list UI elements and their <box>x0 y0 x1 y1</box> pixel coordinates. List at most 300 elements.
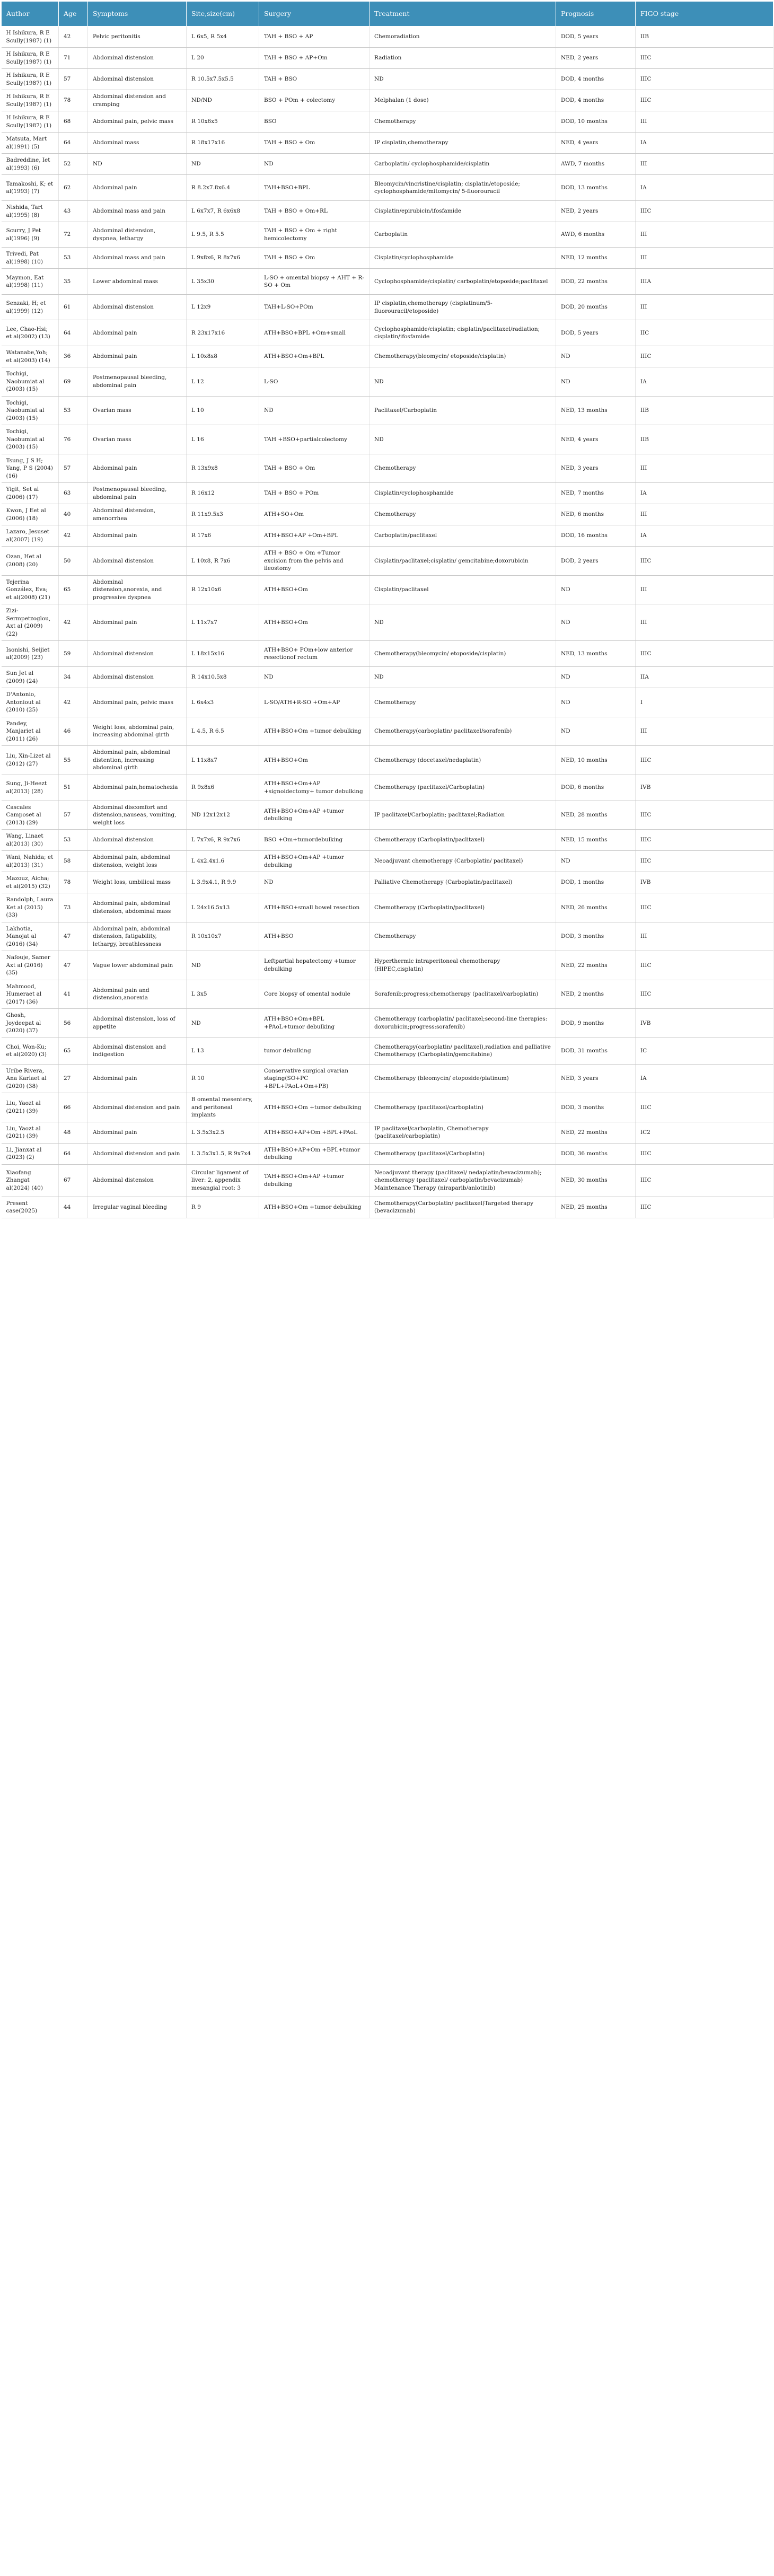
cell-age: 42 <box>59 688 88 717</box>
cell-age: 56 <box>59 1009 88 1038</box>
cell-symptoms: Lower abdominal mass <box>88 269 187 295</box>
cell-site-size: L 3.5x3x2.5 <box>187 1122 259 1143</box>
header-symptoms: Symptoms <box>88 2 187 27</box>
cell-symptoms: Abdominal distension, dyspnea, lethargy <box>88 222 187 248</box>
cell-author: Liu, Yaozt al (2021) (39) <box>2 1093 59 1122</box>
table-row <box>2 830 773 851</box>
table-row <box>2 154 773 175</box>
cell-site-size: ND 12x12x12 <box>187 801 259 830</box>
cell-age: 47 <box>59 922 88 951</box>
cell-prognosis: DOD, 10 months <box>556 111 636 133</box>
cell-age: 63 <box>59 483 88 504</box>
cell-author: Yigit, Set al (2006) (17) <box>2 483 59 504</box>
cell-age: 53 <box>59 396 88 425</box>
cell-age: 57 <box>59 69 88 90</box>
cell-symptoms: Abdominal pain <box>88 525 187 547</box>
cell-surgery: TAH + BSO + Om <box>259 248 370 269</box>
cell-surgery: ATH+BSO+AP+Om +BPL+tumor debulking <box>259 1143 370 1164</box>
cell-prognosis: NED, 30 months <box>556 1164 636 1197</box>
cell-author: Present case(2025) <box>2 1197 59 1218</box>
cell-treatment: Chemotherapy (paclitaxel/Carboplatin) <box>370 1143 556 1164</box>
cell-treatment: Cisplatin/epirubicin/ifosfamide <box>370 201 556 222</box>
cell-prognosis: DOD, 6 months <box>556 775 636 801</box>
cell-prognosis: ND <box>556 604 636 641</box>
cell-site-size: R 13x9x8 <box>187 454 259 483</box>
cell-surgery: ND <box>259 667 370 688</box>
cell-surgery: ATH+BSO+Om <box>259 604 370 641</box>
cell-figo-stage: IVB <box>636 1009 773 1038</box>
cell-treatment: Chemotherapy(carboplatin/ paclitaxel/sorafenib) <box>370 717 556 746</box>
cell-figo-stage: IIIC <box>636 69 773 90</box>
cell-figo-stage: IIIC <box>636 547 773 576</box>
cell-site-size: L 4x2.4x1.6 <box>187 851 259 872</box>
table-row <box>2 504 773 525</box>
cell-site-size: L 11x8x7 <box>187 746 259 775</box>
cell-symptoms: Ovarian mass <box>88 425 187 454</box>
table-row <box>2 525 773 547</box>
table-row <box>2 575 773 604</box>
cell-surgery: TAH +BSO+partialcolectomy <box>259 425 370 454</box>
cell-symptoms: Abdominal pain <box>88 175 187 201</box>
cell-treatment: Palliative Chemotherapy (Carboplatin/paclitaxel) <box>370 872 556 893</box>
cell-treatment: Chemotherapy (bleomycin/ etoposide/platinum) <box>370 1064 556 1093</box>
cell-treatment: Cisplatin/paclitaxel <box>370 575 556 604</box>
cell-treatment: Carboplatin <box>370 222 556 248</box>
cell-treatment: Neoadjuvant therapy (paclitaxel/ nedaplatin/bevacizumab); chemotherapy (paclitaxel/ carboplatin/bevacizumab) Maintenance Therapy (niraparib/anlotinib) <box>370 1164 556 1197</box>
cell-treatment: IP paclitaxel/Carboplatin; paclitaxel;Radiation <box>370 801 556 830</box>
cell-prognosis: ND <box>556 717 636 746</box>
cell-prognosis: DOD, 36 months <box>556 1143 636 1164</box>
cell-treatment: IP cisplatin,chemotherapy (cisplatinum/5- fluorouracil/etoposide) <box>370 295 556 320</box>
cell-symptoms: Abdominal pain <box>88 604 187 641</box>
cell-age: 76 <box>59 425 88 454</box>
cell-symptoms: Abdominal pain <box>88 454 187 483</box>
cell-author: Nishida, Tart al(1995) (8) <box>2 201 59 222</box>
cell-surgery: tumor debulking <box>259 1038 370 1064</box>
cell-treatment: Carboplatin/paclitaxel <box>370 525 556 547</box>
cell-symptoms: Abdominal mass and pain <box>88 248 187 269</box>
cell-symptoms: Abdominal pain, abdominal distention, increasing abdominal girth <box>88 746 187 775</box>
cell-site-size: R 10x6x5 <box>187 111 259 133</box>
cell-age: 64 <box>59 133 88 154</box>
table-row <box>2 1143 773 1164</box>
cell-figo-stage: III <box>636 222 773 248</box>
cell-site-size: L 3.9x4.1, R 9.9 <box>187 872 259 893</box>
cell-age: 35 <box>59 269 88 295</box>
cell-surgery: ATH+BSO+Om+BPL <box>259 346 370 367</box>
cell-prognosis: ND <box>556 346 636 367</box>
cell-site-size: L 10x8, R 7x6 <box>187 547 259 576</box>
cell-author: Mahmood, Humeraet al (2017) (36) <box>2 980 59 1009</box>
cell-symptoms: Abdominal distension <box>88 1164 187 1197</box>
table-row <box>2 667 773 688</box>
cell-treatment: Chemotherapy(bleomycin/ etoposide/cisplatin) <box>370 346 556 367</box>
cell-site-size: Circular ligament of liver: 2, appendix mesangial root: 3 <box>187 1164 259 1197</box>
cell-treatment: Cisplatin/cyclophosphamide <box>370 483 556 504</box>
cell-symptoms: Abdominal mass and pain <box>88 201 187 222</box>
cell-author: Wani, Nahida; et al(2013) (31) <box>2 851 59 872</box>
cell-treatment: Cisplatin/paclitaxel;cisplatin/ gemcitabine;doxorubicin <box>370 547 556 576</box>
cell-symptoms: Pelvic peritonitis <box>88 27 187 48</box>
cell-site-size: R 11x9.5x3 <box>187 504 259 525</box>
cell-figo-stage: IIC <box>636 320 773 346</box>
cell-author: Scurry, J Pet al(1996) (9) <box>2 222 59 248</box>
cell-prognosis: NED, 7 months <box>556 483 636 504</box>
cell-treatment: Chemotherapy <box>370 454 556 483</box>
cell-age: 27 <box>59 1064 88 1093</box>
table-row <box>2 851 773 872</box>
table-row <box>2 48 773 69</box>
cell-figo-stage: III <box>636 717 773 746</box>
cell-prognosis: NED, 3 years <box>556 1064 636 1093</box>
cell-symptoms: Ovarian mass <box>88 396 187 425</box>
cell-treatment: Hyperthermic intraperitoneal chemotherapy (HIPEC,cisplatin) <box>370 951 556 980</box>
cell-age: 53 <box>59 248 88 269</box>
cell-treatment: ND <box>370 367 556 397</box>
cell-author: Choi, Won-Ku; et al(2020) (3) <box>2 1038 59 1064</box>
cell-figo-stage: IVB <box>636 872 773 893</box>
cell-figo-stage: IIB <box>636 27 773 48</box>
cell-symptoms: Abdominal distension and pain <box>88 1093 187 1122</box>
cell-site-size: L 9x8x6, R 8x7x6 <box>187 248 259 269</box>
cell-prognosis: NED, 2 years <box>556 201 636 222</box>
cell-treatment: Sorafenib;progress;chemotherapy (paclitaxel/carboplatin) <box>370 980 556 1009</box>
cell-symptoms: Abdominal discomfort and distension,nauseas, vomiting, weight loss <box>88 801 187 830</box>
cell-symptoms: Abdominal distension <box>88 641 187 667</box>
table-row <box>2 27 773 48</box>
cell-symptoms: Abdominal mass <box>88 133 187 154</box>
cell-figo-stage: IIIC <box>636 90 773 111</box>
cell-surgery: TAH + BSO + AP <box>259 27 370 48</box>
table-row <box>2 1038 773 1064</box>
cell-surgery: ND <box>259 396 370 425</box>
cell-prognosis: ND <box>556 851 636 872</box>
cell-site-size: L 4.5, R 6.5 <box>187 717 259 746</box>
cell-age: 34 <box>59 667 88 688</box>
cell-site-size: L 13 <box>187 1038 259 1064</box>
table-row <box>2 425 773 454</box>
cell-site-size: L 3.5x3x1.5, R 9x7x4 <box>187 1143 259 1164</box>
cell-figo-stage: IA <box>636 1064 773 1093</box>
cell-figo-stage: IIIC <box>636 1093 773 1122</box>
cell-site-size: L 12 <box>187 367 259 397</box>
cell-treatment: Chemotherapy (paclitaxel/Carboplatin) <box>370 775 556 801</box>
table-row <box>2 980 773 1009</box>
cell-figo-stage: III <box>636 111 773 133</box>
cell-author: Isonishi, Seijiet al(2009) (23) <box>2 641 59 667</box>
cell-prognosis: AWD, 6 months <box>556 222 636 248</box>
cell-prognosis: NED, 2 months <box>556 980 636 1009</box>
cell-prognosis: DOD, 2 years <box>556 547 636 576</box>
cell-author: Matsuta, Mart al(1991) (5) <box>2 133 59 154</box>
cell-age: 42 <box>59 604 88 641</box>
cell-prognosis: DOD, 3 months <box>556 922 636 951</box>
cell-figo-stage: III <box>636 295 773 320</box>
cell-author: Tochigi, Naobumiat al (2003) (15) <box>2 367 59 397</box>
cell-treatment: Melphalan (1 dose) <box>370 90 556 111</box>
cell-treatment: IP cisplatin,chemotherapy <box>370 133 556 154</box>
cell-age: 73 <box>59 893 88 922</box>
cell-symptoms: Abdominal pain <box>88 346 187 367</box>
cell-symptoms: Abdominal pain,hematochezia <box>88 775 187 801</box>
cell-author: Kwon, J Eet al (2006) (18) <box>2 504 59 525</box>
cell-age: 64 <box>59 1143 88 1164</box>
table-row <box>2 396 773 425</box>
cell-site-size: R 14x10.5x8 <box>187 667 259 688</box>
cell-site-size: R 9 <box>187 1197 259 1218</box>
cell-age: 67 <box>59 1164 88 1197</box>
cell-symptoms: Abdominal pain, pelvic mass <box>88 111 187 133</box>
cell-symptoms: ND <box>88 154 187 175</box>
cell-site-size: L 24x16.5x13 <box>187 893 259 922</box>
cell-surgery: ND <box>259 872 370 893</box>
table-row <box>2 133 773 154</box>
cell-symptoms: Abdominal distension <box>88 830 187 851</box>
cell-treatment: ND <box>370 667 556 688</box>
cell-site-size: L 11x7x7 <box>187 604 259 641</box>
cell-age: 78 <box>59 872 88 893</box>
cell-figo-stage: III <box>636 922 773 951</box>
cell-surgery: TAH + BSO + Om + right hemicolectomy <box>259 222 370 248</box>
cell-figo-stage: IIIC <box>636 980 773 1009</box>
cell-site-size: L 10 <box>187 396 259 425</box>
cell-surgery: BSO +Om+tumordebulking <box>259 830 370 851</box>
cell-author: Tochigi, Naobumiat al (2003) (15) <box>2 396 59 425</box>
cell-age: 47 <box>59 951 88 980</box>
cell-symptoms: Vague lower abdominal pain <box>88 951 187 980</box>
cell-symptoms: Abdominal pain <box>88 1064 187 1093</box>
cell-surgery: ATH+SO+Om <box>259 504 370 525</box>
cell-surgery: ATH+BSO+small bowel resection <box>259 893 370 922</box>
cell-treatment: Paclitaxel/Carboplatin <box>370 396 556 425</box>
header-figo-stage: FIGO stage <box>636 2 773 27</box>
cell-prognosis: DOD, 1 months <box>556 872 636 893</box>
cell-site-size: L 20 <box>187 48 259 69</box>
table-row <box>2 483 773 504</box>
cell-age: 61 <box>59 295 88 320</box>
cell-surgery: Conservative surgical ovarian staging(SO+PC +BPL+PAoL+Om+PB) <box>259 1064 370 1093</box>
cell-figo-stage: I <box>636 688 773 717</box>
header-age: Age <box>59 2 88 27</box>
table-row <box>2 775 773 801</box>
cell-prognosis: NED, 3 years <box>556 454 636 483</box>
cell-surgery: TAH + BSO + Om <box>259 454 370 483</box>
cell-surgery: ATH+BSO+Om +tumor debulking <box>259 1197 370 1218</box>
cell-age: 72 <box>59 222 88 248</box>
cell-surgery: TAH + BSO + Om+RL <box>259 201 370 222</box>
cell-author: D'Antonio, Antoniout al (2010) (25) <box>2 688 59 717</box>
table-row <box>2 367 773 397</box>
cell-prognosis: ND <box>556 667 636 688</box>
cell-surgery: TAH+BSO+Om+AP +tumor debulking <box>259 1164 370 1197</box>
cell-figo-stage: IA <box>636 483 773 504</box>
table-body <box>2 27 773 1218</box>
cell-figo-stage: IC <box>636 1038 773 1064</box>
table-row <box>2 1093 773 1122</box>
cell-author: Zizi-Sermpetzoglou, Axt al (2009) (22) <box>2 604 59 641</box>
table-row <box>2 1009 773 1038</box>
cell-site-size: R 16x12 <box>187 483 259 504</box>
cell-treatment: IP paclitaxel/carboplatin, Chemotherapy (paclitaxel/carboplatin) <box>370 1122 556 1143</box>
cell-age: 46 <box>59 717 88 746</box>
cell-symptoms: Abdominal pain, abdominal distension, abdominal mass <box>88 893 187 922</box>
cell-prognosis: NED, 4 years <box>556 425 636 454</box>
table-row <box>2 1197 773 1218</box>
cell-author: Xiaofang Zhangat al(2024) (40) <box>2 1164 59 1197</box>
table-row <box>2 688 773 717</box>
cell-author: H Ishikura, R E Scully(1987) (1) <box>2 48 59 69</box>
header-treatment: Treatment <box>370 2 556 27</box>
cell-symptoms: Abdominal pain, pelvic mass <box>88 688 187 717</box>
table-row <box>2 893 773 922</box>
cell-age: 58 <box>59 851 88 872</box>
cell-site-size: R 18x17x16 <box>187 133 259 154</box>
table-row <box>2 922 773 951</box>
cell-age: 44 <box>59 1197 88 1218</box>
cell-prognosis: NED, 15 months <box>556 830 636 851</box>
cell-author: Pandey, Manjariet al (2011) (26) <box>2 717 59 746</box>
cell-symptoms: Abdominal distension, loss of appetite <box>88 1009 187 1038</box>
table-row <box>2 801 773 830</box>
cell-figo-stage: IIIC <box>636 851 773 872</box>
cell-treatment: Radiation <box>370 48 556 69</box>
cell-prognosis: DOD, 3 months <box>556 1093 636 1122</box>
cell-age: 51 <box>59 775 88 801</box>
cell-surgery: ATH+BSO+Om+AP +tumor debulking <box>259 801 370 830</box>
cell-treatment: Chemotherapy (docetaxel/nedaplatin) <box>370 746 556 775</box>
cell-treatment: Bleomycin/vincristine/cisplatin; cisplatin/etoposide; cyclophosphamide/mitomycin/ 5-fluorouracil <box>370 175 556 201</box>
cell-age: 41 <box>59 980 88 1009</box>
cell-author: Uribe Rivera, Ana Karlaet al (2020) (38) <box>2 1064 59 1093</box>
cell-author: Lakhotia, Manojat al (2016) (34) <box>2 922 59 951</box>
cell-figo-stage: III <box>636 248 773 269</box>
cell-figo-stage: III <box>636 154 773 175</box>
cell-symptoms: Abdominal distension and cramping <box>88 90 187 111</box>
cell-figo-stage: IA <box>636 175 773 201</box>
cell-treatment: Cisplatin/cyclophosphamide <box>370 248 556 269</box>
cell-figo-stage: IIIC <box>636 1164 773 1197</box>
cell-prognosis: NED, 13 months <box>556 641 636 667</box>
cell-prognosis: ND <box>556 688 636 717</box>
cell-figo-stage: IIIC <box>636 893 773 922</box>
cell-treatment: Carboplatin/ cyclophosphamide/cisplatin <box>370 154 556 175</box>
cell-site-size: R 8.2x7.8x6.4 <box>187 175 259 201</box>
cell-prognosis: DOD, 13 months <box>556 175 636 201</box>
cell-treatment: Chemotherapy (paclitaxel/carboplatin) <box>370 1093 556 1122</box>
cell-prognosis: NED, 28 months <box>556 801 636 830</box>
cell-surgery: ATH+BSO+Om+AP +tumor debulking <box>259 851 370 872</box>
cell-treatment: Chemotherapy <box>370 688 556 717</box>
cell-symptoms: Abdominal distension, amenorrhea <box>88 504 187 525</box>
cell-author: Watanabe,Yoh; et al(2003) (14) <box>2 346 59 367</box>
cell-symptoms: Abdominal pain, abdominal distension, weight loss <box>88 851 187 872</box>
cell-prognosis: NED, 22 months <box>556 951 636 980</box>
cell-age: 65 <box>59 575 88 604</box>
cell-surgery: ATH+BSO <box>259 922 370 951</box>
table-row <box>2 1122 773 1143</box>
table-row <box>2 295 773 320</box>
cell-age: 43 <box>59 201 88 222</box>
cell-symptoms: Postmenopausal bleeding, abdominal pain <box>88 367 187 397</box>
cell-site-size: L 7x7x6, R 9x7x6 <box>187 830 259 851</box>
header-surgery: Surgery <box>259 2 370 27</box>
cell-author: H Ishikura, R E Scully(1987) (1) <box>2 27 59 48</box>
cell-symptoms: Weight loss, umbilical mass <box>88 872 187 893</box>
table-row <box>2 951 773 980</box>
cell-treatment: Chemotherapy(bleomycin/ etoposide/cisplatin) <box>370 641 556 667</box>
cell-symptoms: Abdominal pain and distension,anorexia <box>88 980 187 1009</box>
cell-surgery: BSO <box>259 111 370 133</box>
cell-author: Tsung, J S H; Yang, P S (2004) (16) <box>2 454 59 483</box>
cell-site-size: R 12x10x6 <box>187 575 259 604</box>
cell-age: 53 <box>59 830 88 851</box>
table-row <box>2 69 773 90</box>
cell-prognosis: NED, 10 months <box>556 746 636 775</box>
cell-figo-stage: IC2 <box>636 1122 773 1143</box>
cell-surgery: TAH+BSO+BPL <box>259 175 370 201</box>
cell-surgery: ATH+BSO+ POm+low anterior resectionof rectum <box>259 641 370 667</box>
cell-surgery: ATH+BSO+Om <box>259 746 370 775</box>
table-row <box>2 641 773 667</box>
cell-prognosis: AWD, 7 months <box>556 154 636 175</box>
cell-symptoms: Abdominal distension and pain <box>88 1143 187 1164</box>
table-row <box>2 547 773 576</box>
header-author: Author <box>2 2 59 27</box>
cell-surgery: ATH+BSO+Om <box>259 575 370 604</box>
cell-surgery: ATH+BSO+AP+Om +BPL+PAoL <box>259 1122 370 1143</box>
cell-author: Wang, Linaet al(2013) (30) <box>2 830 59 851</box>
cell-symptoms: Abdominal pain <box>88 320 187 346</box>
cell-site-size: L 3x5 <box>187 980 259 1009</box>
cell-site-size: L 18x15x16 <box>187 641 259 667</box>
cell-surgery: TAH+L-SO+POm <box>259 295 370 320</box>
cell-age: 59 <box>59 641 88 667</box>
table-row <box>2 1164 773 1197</box>
cell-symptoms: Abdominal distension <box>88 295 187 320</box>
cell-site-size: ND/ND <box>187 90 259 111</box>
cell-surgery: TAH + BSO <box>259 69 370 90</box>
cell-age: 52 <box>59 154 88 175</box>
cell-prognosis: DOD, 4 months <box>556 69 636 90</box>
table-row <box>2 111 773 133</box>
cell-age: 48 <box>59 1122 88 1143</box>
cell-age: 50 <box>59 547 88 576</box>
cell-author: Nafouje, Samer Axt al (2016) (35) <box>2 951 59 980</box>
cell-site-size: R 10x10x7 <box>187 922 259 951</box>
cell-age: 55 <box>59 746 88 775</box>
cell-treatment: ND <box>370 604 556 641</box>
cell-figo-stage: IIIA <box>636 269 773 295</box>
cell-prognosis: NED, 25 months <box>556 1197 636 1218</box>
cell-treatment: Chemoradiation <box>370 27 556 48</box>
cell-treatment: Neoadjuvant chemotherapy (Carboplatin/ paclitaxel) <box>370 851 556 872</box>
cell-surgery: Core biopsy of omental nodule <box>259 980 370 1009</box>
cell-site-size: ND <box>187 154 259 175</box>
cell-age: 57 <box>59 454 88 483</box>
cell-prognosis: DOD, 5 years <box>556 320 636 346</box>
cell-surgery: Leftpartial hepatectomy +tumor debulking <box>259 951 370 980</box>
cell-author: Tochigi, Naobumiat al (2003) (15) <box>2 425 59 454</box>
cell-site-size: L 16 <box>187 425 259 454</box>
table-row <box>2 269 773 295</box>
cell-age: 69 <box>59 367 88 397</box>
cell-site-size: ND <box>187 951 259 980</box>
cell-symptoms: Abdominal distension <box>88 69 187 90</box>
cell-author: Lazaro, Jesuset al(2007) (19) <box>2 525 59 547</box>
cell-treatment: Chemotherapy <box>370 922 556 951</box>
cell-surgery: ATH+BSO+AP +Om+BPL <box>259 525 370 547</box>
cell-figo-stage: IA <box>636 133 773 154</box>
